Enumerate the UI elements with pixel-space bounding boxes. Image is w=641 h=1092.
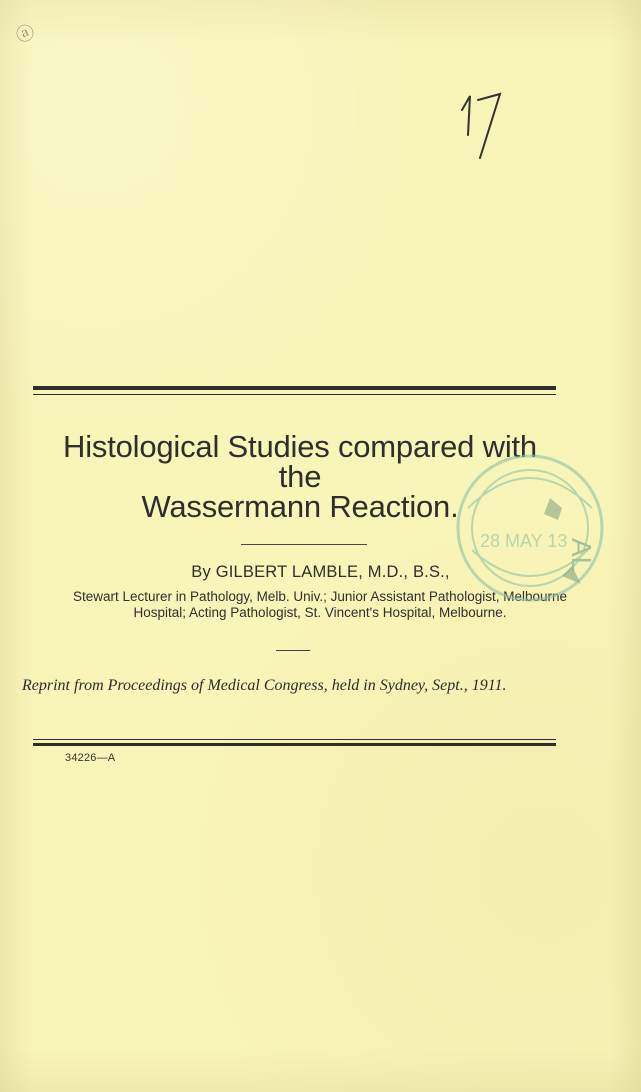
bottom-rule-thick bbox=[33, 743, 556, 746]
top-rule-thin bbox=[33, 394, 556, 395]
title-rule bbox=[241, 544, 367, 545]
credentials-line-1: Stewart Lecturer in Pathology, Melb. Univ.; Junior Assistant Pathologist, Melbourne bbox=[73, 589, 567, 604]
credentials-line-2: Hospital; Acting Pathologist, St. Vincent's Hospital, Melbourne. bbox=[133, 605, 507, 620]
svg-text:28 MAY 13: 28 MAY 13 bbox=[480, 531, 568, 551]
svg-text:AL: AL bbox=[566, 538, 597, 573]
top-rule-thick bbox=[33, 386, 556, 390]
title-line-1: Histological Studies compared with the bbox=[63, 429, 537, 494]
printer-code: 34226—A bbox=[65, 752, 116, 764]
corner-mark: ⓐ bbox=[13, 21, 38, 47]
title-line-2: Wassermann Reaction. bbox=[141, 489, 459, 524]
handwritten-shelfmark bbox=[452, 90, 522, 170]
short-rule bbox=[276, 650, 310, 651]
author-line: By GILBERT LAMBLE, M.D., B.S., bbox=[191, 563, 450, 581]
document-title bbox=[40, 429, 560, 524]
author-credentials bbox=[30, 589, 610, 621]
reprint-note: Reprint from Proceedings of Medical Congress, held in Sydney, Sept., 1911. bbox=[22, 677, 507, 694]
bottom-rule-thin bbox=[33, 739, 556, 740]
